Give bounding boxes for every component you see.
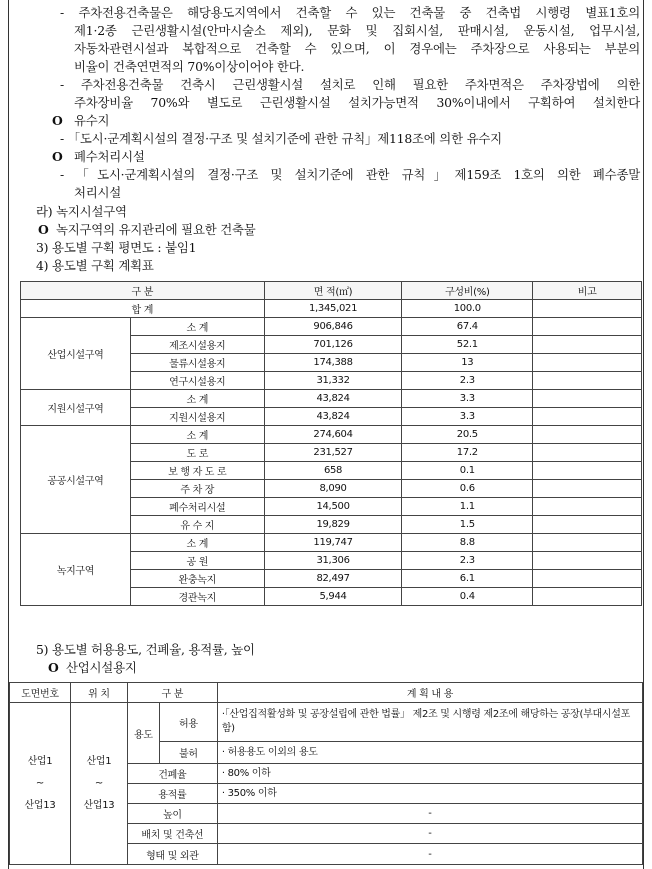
cell-ratio: 20.5 [402, 426, 533, 444]
cell-area: 43,824 [264, 408, 402, 426]
far-text: · 350% 이하 [217, 784, 642, 804]
drawing-no-cell [10, 703, 71, 865]
cell-ratio: 2.3 [402, 372, 533, 390]
use-label: 용도 [127, 703, 159, 764]
header-division: 구 분 [21, 282, 265, 300]
zoning-plan-table [20, 281, 642, 606]
table-header-row [21, 282, 642, 300]
cell-label: 소 계 [130, 318, 264, 336]
total-label: 합 계 [21, 300, 265, 318]
cell-note [533, 336, 642, 354]
text-line: - 「도시·군계획시설의 결정·구조 및 설치기준에 관한 규칙」제159조 1호의 의한 폐수종말 [60, 167, 640, 182]
coverage-label: 건폐율 [127, 764, 217, 784]
cell-label: 소 계 [130, 534, 264, 552]
header-division: 구 분 [127, 683, 217, 703]
cell-area: 14,500 [264, 498, 402, 516]
permitted-use-table [9, 682, 643, 865]
cell-ratio: 1.1 [402, 498, 533, 516]
cell-area: 5,944 [264, 588, 402, 606]
text-line: 처리시설 [74, 185, 122, 200]
heading-green-area: 라) 녹지시설구역 [36, 204, 127, 219]
cell-label: 소 계 [130, 390, 264, 408]
cell-area: 274,604 [264, 426, 402, 444]
cell-note [533, 390, 642, 408]
cell-note [533, 552, 642, 570]
location-from: 산업1 [86, 755, 112, 767]
cell-ratio: 1.5 [402, 516, 533, 534]
table-row [21, 426, 642, 444]
table-row [21, 318, 642, 336]
cell-note [533, 444, 642, 462]
cell-label: 주 차 장 [130, 480, 264, 498]
cell-area: 231,527 [264, 444, 402, 462]
text-line: 주차장비율 70%와 별도로 근린생활시설 설치가능면적 30%이내에서 구획하여 설치한다 [74, 95, 640, 110]
drawing-from: 산업1 [27, 755, 53, 767]
cell-label: 완충녹지 [130, 570, 264, 588]
cell-ratio: 0.1 [402, 462, 533, 480]
bullet-icon: O [48, 660, 59, 675]
cell-note [533, 354, 642, 372]
bullet-icon: O [52, 149, 63, 164]
location-cell [70, 703, 127, 865]
cell-note [533, 318, 642, 336]
header-ratio: 구성비(%) [402, 282, 533, 300]
layout-text: - [217, 824, 642, 844]
cell-ratio: 3.3 [402, 408, 533, 426]
text-line: 비율이 건축연면적의 70%이상이어야 한다. [74, 59, 305, 74]
heading-4: 4) 용도별 구획 계획표 [36, 258, 154, 273]
text-line: - 「도시·군계획시설의 결정·구조 및 설치기준에 관한 규칙」제118조에 의한 유수지 [60, 131, 502, 146]
cell-note [533, 498, 642, 516]
cell-label: 소 계 [130, 426, 264, 444]
header-location: 위 치 [70, 683, 127, 703]
cell-area: 658 [264, 462, 402, 480]
allow-text: ·「산업집적활성화 및 공장설립에 관한 법률」 제2조 및 시행령 제2조에 해당하는 공장(부대시설포함) [217, 703, 642, 742]
text-line: 녹지구역의 유지관리에 필요한 건축물 [56, 222, 256, 237]
cell-area: 701,126 [264, 336, 402, 354]
cell-area: 119,747 [264, 534, 402, 552]
text-line: 제1·2종 근린생활시설(안마시술소 제외), 문화 및 집회시설, 판매시설, 운동시설, 업무시설, [74, 23, 640, 38]
header-area: 면 적(㎡) [264, 282, 402, 300]
heading-yusuji: 유수지 [74, 113, 110, 128]
cell-label: 도 로 [130, 444, 264, 462]
cell-ratio: 6.1 [402, 570, 533, 588]
cell-label: 유 수 지 [130, 516, 264, 534]
cell-ratio: 52.1 [402, 336, 533, 354]
disallow-label: 불허 [159, 742, 217, 764]
form-text: - [217, 844, 642, 865]
bullet-icon: O [52, 113, 63, 128]
cell-label: 연구시설용지 [130, 372, 264, 390]
tilde: ~ [35, 777, 45, 789]
cell-note [533, 372, 642, 390]
cell-note [533, 480, 642, 498]
heading-3: 3) 용도별 구획 평면도 : 붙임1 [36, 240, 197, 255]
group-name: 공공시설구역 [21, 426, 131, 534]
table-row [10, 703, 643, 742]
cell-note [533, 426, 642, 444]
cell-label: 공 원 [130, 552, 264, 570]
cell-area: 43,824 [264, 390, 402, 408]
cell-ratio: 0.6 [402, 480, 533, 498]
table-header-row [10, 683, 643, 703]
location-to: 산업13 [83, 799, 115, 811]
header-note: 비고 [533, 282, 642, 300]
cell-label: 제조시설용지 [130, 336, 264, 354]
cell-ratio: 100.0 [402, 300, 533, 318]
cell-ratio: 8.8 [402, 534, 533, 552]
cell-ratio: 0.4 [402, 588, 533, 606]
heading-5: 5) 용도별 허용용도, 건폐율, 용적률, 높이 [36, 642, 255, 657]
cell-label: 폐수처리시설 [130, 498, 264, 516]
cell-note [533, 588, 642, 606]
group-name: 녹지구역 [21, 534, 131, 606]
cell-area: 31,306 [264, 552, 402, 570]
cell-ratio: 67.4 [402, 318, 533, 336]
drawing-to: 산업13 [24, 799, 56, 811]
cell-label: 보 행 자 도 로 [130, 462, 264, 480]
form-label: 형태 및 외관 [127, 844, 217, 865]
group-name: 지원시설구역 [21, 390, 131, 426]
text-line: - 주차전용건축물 건축시 근린생활시설 설치로 인해 필요한 주차면적은 주차장법에 의한 [60, 77, 640, 92]
cell-label: 지원시설용지 [130, 408, 264, 426]
cell-area: 8,090 [264, 480, 402, 498]
cell-label: 물류시설용지 [130, 354, 264, 372]
layout-label: 배치 및 건축선 [127, 824, 217, 844]
table-row [21, 300, 642, 318]
cell-ratio: 17.2 [402, 444, 533, 462]
cell-note [533, 516, 642, 534]
header-drawing-no: 도면번호 [10, 683, 71, 703]
height-text: - [217, 804, 642, 824]
height-label: 높이 [127, 804, 217, 824]
header-plan: 계 획 내 용 [217, 683, 642, 703]
table-row [21, 534, 642, 552]
heading-industrial-site: 산업시설용지 [66, 660, 137, 675]
coverage-text: · 80% 이하 [217, 764, 642, 784]
text-line: - 주차전용건축물은 해당용도지역에서 건축할 수 있는 건축물 중 건축법 시행령 별표1호의 [60, 5, 640, 20]
cell-area: 19,829 [264, 516, 402, 534]
cell-ratio: 2.3 [402, 552, 533, 570]
cell-area: 1,345,021 [264, 300, 402, 318]
cell-ratio: 3.3 [402, 390, 533, 408]
cell-note [533, 462, 642, 480]
cell-note [533, 300, 642, 318]
far-label: 용적률 [127, 784, 217, 804]
cell-area: 82,497 [264, 570, 402, 588]
cell-note [533, 408, 642, 426]
group-name: 산업시설구역 [21, 318, 131, 390]
heading-wastewater: 폐수처리시설 [74, 149, 145, 164]
allow-label: 허용 [159, 703, 217, 742]
cell-label: 경관녹지 [130, 588, 264, 606]
text-line: 자동차관련시설과 복합적으로 건축할 수 있으며, 이 경우에는 주차장으로 사용되는 부분의 [74, 41, 640, 56]
cell-ratio: 13 [402, 354, 533, 372]
cell-note [533, 570, 642, 588]
cell-area: 906,846 [264, 318, 402, 336]
cell-note [533, 534, 642, 552]
table-row [21, 390, 642, 408]
cell-area: 174,388 [264, 354, 402, 372]
bullet-icon: O [38, 222, 49, 237]
cell-area: 31,332 [264, 372, 402, 390]
disallow-text: · 허용용도 이외의 용도 [217, 742, 642, 764]
tilde: ~ [94, 777, 103, 789]
